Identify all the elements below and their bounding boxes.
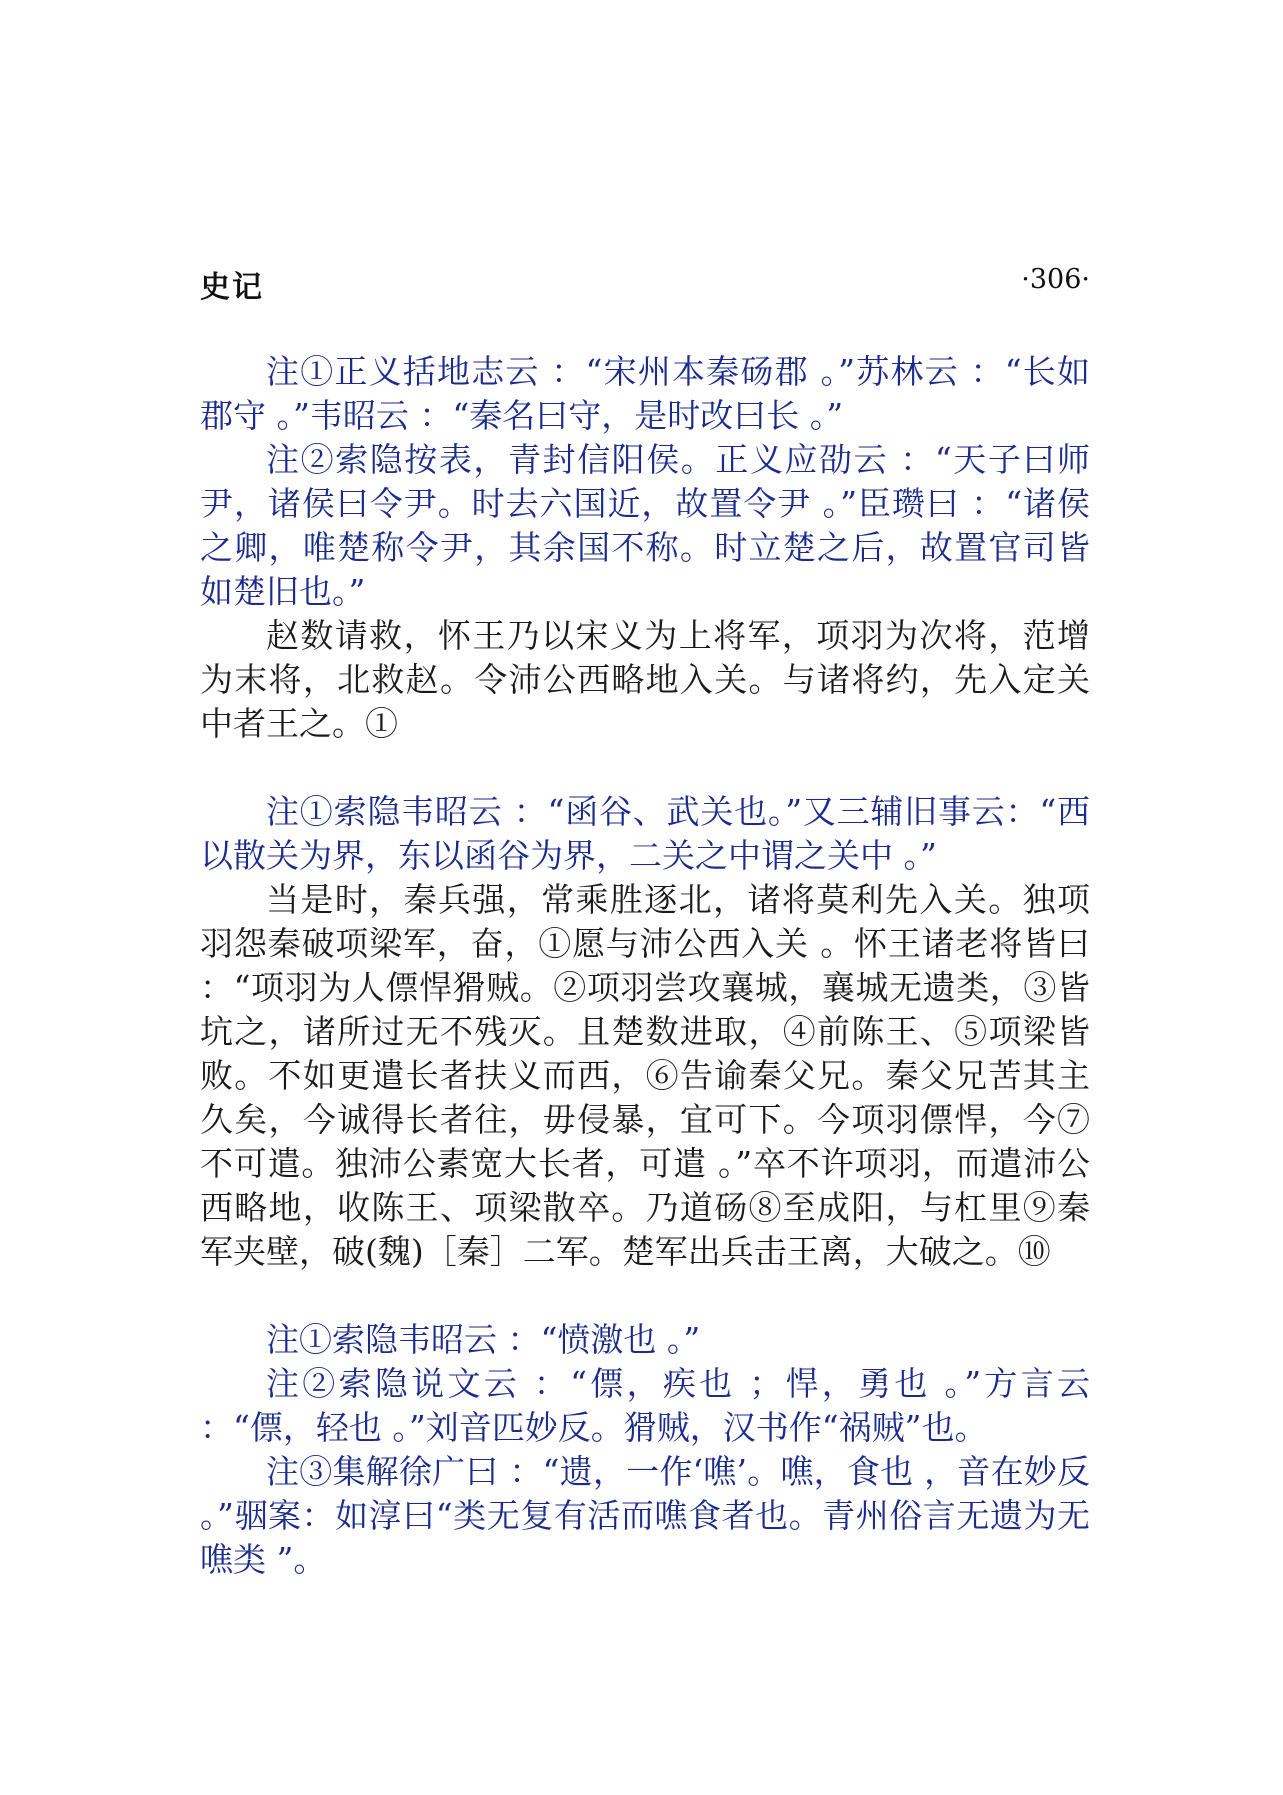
main-text-paragraph: 赵数请救，怀王乃以宋义为上将军，项羽为次将，范增为末将，北救赵。令沛公西略地入关。与诸将约，先入定关中者王之。① <box>200 616 1090 743</box>
annotation-paragraph: 注③集解徐广曰 ：“遗，一作‘噍’。噍，食也 ，音在妙反 。”骃案：如淳曰“类无复有活而噍食者也。青州俗言无遗为无噍类 ”。 <box>200 1452 1090 1579</box>
annotation-paragraph: 注②索隐按表，青封信阳侯。正义应劭云 ：“天子曰师尹，诸侯曰令尹。时去六国近，故置令尹 。”臣瓒曰 ：“诸侯之卿，唯楚称令尹，其余国不称。时立楚之后，故置官司皆如楚旧也。” <box>200 440 1090 611</box>
page-number: ·306· <box>1021 264 1090 295</box>
annotation-paragraph: 注②索隐说文云 ：“僄，疾也 ；悍，勇也 。”方言云 ：“僄，轻也 。”刘音匹妙反。猾贼，汉书作“祸贼”也。 <box>200 1364 1090 1447</box>
annotation-paragraph: 注①索隐韦昭云 ：“函谷、武关也。”又三辅旧事云：“西以散关为界，东以函谷为界，二关之中谓之关中 。” <box>200 792 1090 875</box>
book-title: 史记 <box>200 270 264 305</box>
paragraph-gap <box>200 746 1090 790</box>
annotation-paragraph: 注①正义括地志云 ：“宋州本秦砀郡 。”苏林云 ：“长如郡守 。”韦昭云 ：“秦名曰守，是时改曰长 。” <box>200 352 1090 435</box>
main-text-paragraph: 当是时，秦兵强，常乘胜逐北，诸将莫利先入关。独项羽怨秦破项梁军，奋，①愿与沛公西入关 。怀王诸老将皆曰 ：“项羽为人僄悍猾贼。②项羽尝攻襄城，襄城无遗类，③皆坑之，诸所过无不残灭。且楚数进取，④前陈王、⑤项梁皆败。不如更遣长者扶义而西，⑥告谕秦父兄。秦父兄苦其主久矣，今诚得长者往，毋侵暴，宜可下。今项羽僄悍，今⑦不可遣。独沛公素宽大长者，可遣 。”卒不许项羽，而遣沛公西略地，收陈王、项梁散卒。乃道砀⑧至成阳，与杠里⑨秦军夹壁，破(魏)［秦］二军。楚军出兵击王离，大破之。⑩ <box>200 880 1090 1271</box>
paragraph-gap <box>200 1274 1090 1318</box>
annotation-paragraph: 注①索隐韦昭云 ：“愤激也 。” <box>266 1320 701 1359</box>
text-body <box>200 350 1090 1582</box>
page-header <box>200 262 1090 306</box>
